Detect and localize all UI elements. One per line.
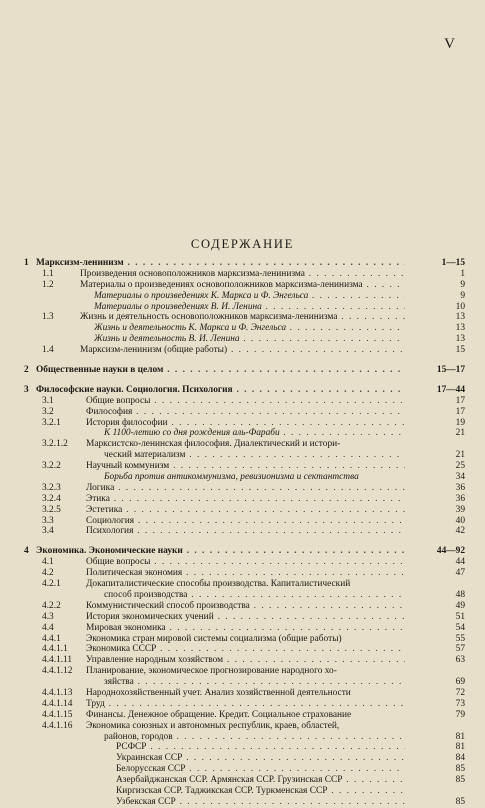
toc-entry-page: 9 <box>460 290 465 301</box>
toc-entry-number: 4.4.1.13 <box>42 687 73 698</box>
toc-entry-text: Финансы. Денежное обращение. Кредит. Социальное страхование <box>86 709 352 720</box>
toc-entry <box>24 590 465 601</box>
toc-entry-page: 48 <box>455 589 465 600</box>
toc-entry-number: 4.4.1.15 <box>42 709 73 720</box>
toc-entry-number: 3.2.1 <box>42 417 61 428</box>
toc-entry-page: 85 <box>455 764 465 775</box>
toc-entry-page: 21 <box>455 450 465 461</box>
toc-entry <box>24 742 465 753</box>
toc-entry-text: Жизнь и деятельность основоположников марксизма-ленинизма . . . <box>80 312 405 322</box>
toc-entry <box>24 269 465 280</box>
toc-entry-text: зяйства . . . <box>104 677 405 687</box>
toc-entry-text: Этика . . . <box>86 494 405 504</box>
toc-entry-text: Планирование, экономическое прогнозирование народного хо- <box>86 666 337 677</box>
toc-entry-number: 4.4.1.16 <box>42 720 73 731</box>
toc-entry-text: Марксизм-ленинизм (общие работы) . . . <box>80 345 405 355</box>
toc-entry <box>24 396 465 407</box>
toc-entry-text: Азербайджанская ССР. Армянская ССР. Грузинская ССР . . . <box>116 775 405 785</box>
toc-entry-page: 13 <box>455 312 465 323</box>
toc-entry-page: 15 <box>455 345 465 356</box>
toc-entry-page: 17—44 <box>436 384 465 395</box>
toc-entry <box>24 623 465 634</box>
toc-entry-page: 85 <box>455 796 465 807</box>
toc-entry <box>24 385 465 396</box>
toc-entry-text: Произведения основоположников марксизма-ленинизма . . . <box>80 269 405 279</box>
toc-entry-number: 4.4.1.12 <box>42 666 73 677</box>
section-gap <box>24 376 465 385</box>
toc-entry-number: 3.2.5 <box>42 504 61 515</box>
toc-entry-text: Материалы о произведениях К. Маркса и Ф. Энгельса . . . <box>94 291 405 301</box>
toc-entry-text: Киргизская ССР. Таджикская ССР. Туркменская ССР . . . <box>116 786 405 796</box>
toc-entry <box>24 472 465 483</box>
toc-entry <box>24 407 465 418</box>
toc-entry-number: 1.1 <box>42 268 54 279</box>
toc-entry-text: Материалы о произведениях основоположников марксизма-ленинизма . . . <box>80 280 405 290</box>
toc-entry-number: 4.3 <box>42 611 54 622</box>
toc-entry-text: районов, городов . . . <box>104 732 405 742</box>
toc-entry <box>24 644 465 655</box>
toc-entry-page: 51 <box>455 611 465 622</box>
toc-entry-page: 73 <box>455 698 465 709</box>
toc-entry-text: Труд . . . <box>86 699 405 709</box>
toc-entry-text: Экономика союзных и автономных республик, краев, областей, <box>86 720 340 731</box>
toc-entry-text: Жизнь и деятельность В. И. Ленина . . . <box>94 334 405 344</box>
toc-entry-number: 3 <box>24 384 29 395</box>
toc-entry-page: 81 <box>455 731 465 742</box>
toc-entry <box>24 634 465 645</box>
toc-entry <box>24 345 465 356</box>
toc-entry <box>24 439 465 450</box>
toc-entry <box>24 428 465 439</box>
toc-entry-text: Социология . . . <box>86 516 405 526</box>
toc-entry <box>24 494 465 505</box>
toc-entry-text: Мировая экономика . . . <box>86 623 405 633</box>
toc-entry <box>24 753 465 764</box>
toc-entry <box>24 732 465 743</box>
toc-entry-page: 17 <box>455 395 465 406</box>
toc-entry-number: 1.2 <box>42 279 54 290</box>
toc-entry-text: Научный коммунизм . . . <box>86 461 405 471</box>
toc-entry-page: 25 <box>455 461 465 472</box>
toc-entry-page: 63 <box>455 655 465 666</box>
toc-entry <box>24 568 465 579</box>
toc-entry <box>24 721 465 732</box>
toc-entry <box>24 579 465 590</box>
toc-entry <box>24 302 465 313</box>
toc-entry-number: 2 <box>24 365 29 376</box>
toc-entry <box>24 291 465 302</box>
section-gap <box>24 537 465 546</box>
toc-entry <box>24 334 465 345</box>
toc-entry-page: 21 <box>455 428 465 439</box>
toc-entry-text: Коммунистический способ производства . . . <box>86 601 405 611</box>
toc-entry-page: 85 <box>455 775 465 786</box>
toc-entry-number: 4.2.1 <box>42 579 61 590</box>
toc-entry <box>24 775 465 786</box>
toc-entry-text: Общие вопросы . . . <box>86 557 405 567</box>
toc-entry-text: Экономика стран мировой системы социализма (общие работы) <box>86 633 342 644</box>
toc-entry-page: 19 <box>455 417 465 428</box>
toc-entry-text: Экономика СССР . . . <box>86 644 405 654</box>
toc-entry-text: способ производства . . . <box>104 590 405 600</box>
toc-entry <box>24 786 465 797</box>
toc-entry-page: 72 <box>455 687 465 698</box>
toc-entry-page: 39 <box>455 504 465 515</box>
toc-entry-page: 54 <box>455 622 465 633</box>
toc-entry-number: 3.4 <box>42 526 54 537</box>
toc-entry-number: 1.3 <box>42 312 54 323</box>
toc-entry-text: К 1100-летию со дня рождения аль-Фараби . . . <box>104 428 405 438</box>
toc-entry-text: История экономических учений . . . <box>86 612 405 622</box>
toc-entry <box>24 365 465 376</box>
toc-entry-number: 1.4 <box>42 345 54 356</box>
toc-entry <box>24 418 465 429</box>
toc-entry-text: Психология . . . <box>86 526 405 536</box>
toc-entry <box>24 557 465 568</box>
toc-entry-text: Управление народным хозяйством . . . <box>86 655 405 665</box>
toc-entry <box>24 312 465 323</box>
toc-entry <box>24 461 465 472</box>
toc-entry-text: Борьба против антикоммунизма, ревизионизма и сектантства <box>104 472 359 483</box>
toc-entry-page: 57 <box>455 644 465 655</box>
toc-entry-number: 4.1 <box>42 557 54 568</box>
toc-entry-text: Марксизм-ленинизм . . . <box>36 258 405 268</box>
toc-entry-page: 34 <box>455 472 465 483</box>
toc-entry-number: 3.1 <box>42 395 54 406</box>
toc-entry-number: 4.4.1.11 <box>42 655 73 666</box>
toc-entry-text: Экономика. Экономические науки . . . <box>36 546 405 556</box>
toc-entry-text: Эстетика . . . <box>86 505 405 515</box>
toc-entry-page: 69 <box>455 677 465 688</box>
toc-entry-page: 13 <box>455 334 465 345</box>
toc-entry-text: Марксистско-ленинская философия. Диалектический и истори- <box>86 439 341 450</box>
toc-entry-page: 1 <box>460 268 465 279</box>
toc-entry-text: ческий материализм . . . <box>104 450 405 460</box>
toc-entry <box>24 655 465 666</box>
toc-entry-number: 4 <box>24 546 29 557</box>
toc-entry-number: 4.2 <box>42 568 54 579</box>
toc-entry-page: 9 <box>460 279 465 290</box>
toc-entry-page: 1—15 <box>441 258 465 268</box>
toc-entry-number: 3.2 <box>42 406 54 417</box>
toc-entry-page: 15—17 <box>436 365 465 376</box>
toc-entry-number: 4.2.2 <box>42 600 61 611</box>
toc-entry <box>24 505 465 516</box>
toc-entry <box>24 258 465 269</box>
toc-entry-text: Узбекская ССР . . . <box>116 797 405 807</box>
toc-entry-text: Философские науки. Социология. Психология . . . <box>36 385 405 395</box>
page-number: V <box>444 36 455 52</box>
toc-entry-number: 4.4.1.14 <box>42 698 73 709</box>
toc-entry-number: 4.4 <box>42 622 54 633</box>
toc-entry-number: 3.3 <box>42 515 54 526</box>
toc-entry-number: 3.2.2 <box>42 461 61 472</box>
toc-entry-text: Жизнь и деятельность К. Маркса и Ф. Энгельса . . . <box>94 323 405 333</box>
toc-entry-page: 47 <box>455 568 465 579</box>
toc-entry-page: 13 <box>455 323 465 334</box>
toc-entry <box>24 699 465 710</box>
toc-entry-text: Общие вопросы . . . <box>86 396 405 406</box>
toc-entry-page: 10 <box>455 301 465 312</box>
toc-entry-text: Украинская ССР . . . <box>116 753 405 763</box>
toc-entry-number: 1 <box>24 258 29 268</box>
toc-entry-text: Докапиталистические способы производства. Капиталистический <box>86 579 351 590</box>
toc-entry-page: 49 <box>455 600 465 611</box>
toc-title: СОДЕРЖАНИЕ <box>190 237 295 251</box>
toc-entry-page: 81 <box>455 742 465 753</box>
toc-entry-page: 44—92 <box>436 546 465 557</box>
toc-entry-page: 36 <box>455 493 465 504</box>
toc-entry <box>24 612 465 623</box>
toc-entry-number: 3.2.4 <box>42 493 61 504</box>
toc-entry-page: 42 <box>455 526 465 537</box>
toc-entry <box>24 546 465 557</box>
toc-entry <box>24 483 465 494</box>
toc-entry <box>24 280 465 291</box>
toc-entry-number: 3.2.1.2 <box>42 439 68 450</box>
toc-entry-page: 79 <box>455 709 465 720</box>
toc-entry-text: Общественные науки в целом . . . <box>36 365 405 375</box>
toc-entry-page: 44 <box>455 557 465 568</box>
toc-entry-page: 17 <box>455 406 465 417</box>
toc-entry <box>24 516 465 527</box>
toc-entry-number: 4.4.1.1 <box>42 644 68 655</box>
toc-entry-text: Белорусская ССР . . . <box>116 764 405 774</box>
toc-entry-text: Логика . . . <box>86 483 405 493</box>
toc-entry-page: 36 <box>455 482 465 493</box>
toc-entry-number: 3.2.3 <box>42 482 61 493</box>
toc-entry <box>24 323 465 334</box>
toc-entry-page: 40 <box>455 515 465 526</box>
toc-entry-text: Народнохозяйственный учет. Анализ хозяйственной деятельности <box>86 687 351 698</box>
toc-entry-text: История философии . . . <box>86 418 405 428</box>
toc-entry <box>24 666 465 677</box>
toc-entry-text: Политическая экономия . . . <box>86 568 405 578</box>
toc-entry <box>24 677 465 688</box>
toc-entry <box>24 688 465 699</box>
toc-entry <box>24 797 465 808</box>
toc-entry <box>24 601 465 612</box>
table-of-contents <box>24 258 465 808</box>
toc-entry <box>24 710 465 721</box>
toc-entry <box>24 526 465 537</box>
toc-entry-page: 84 <box>455 753 465 764</box>
toc-entry-text: Философия . . . <box>86 407 405 417</box>
toc-entry <box>24 450 465 461</box>
toc-entry-number: 4.4.1 <box>42 633 61 644</box>
toc-entry-text: РСФСР . . . <box>116 742 405 752</box>
toc-entry-text: Материалы о произведениях В. И. Ленина . . . <box>94 302 405 312</box>
toc-entry-page: 55 <box>455 633 465 644</box>
section-gap <box>24 356 465 365</box>
toc-entry <box>24 764 465 775</box>
